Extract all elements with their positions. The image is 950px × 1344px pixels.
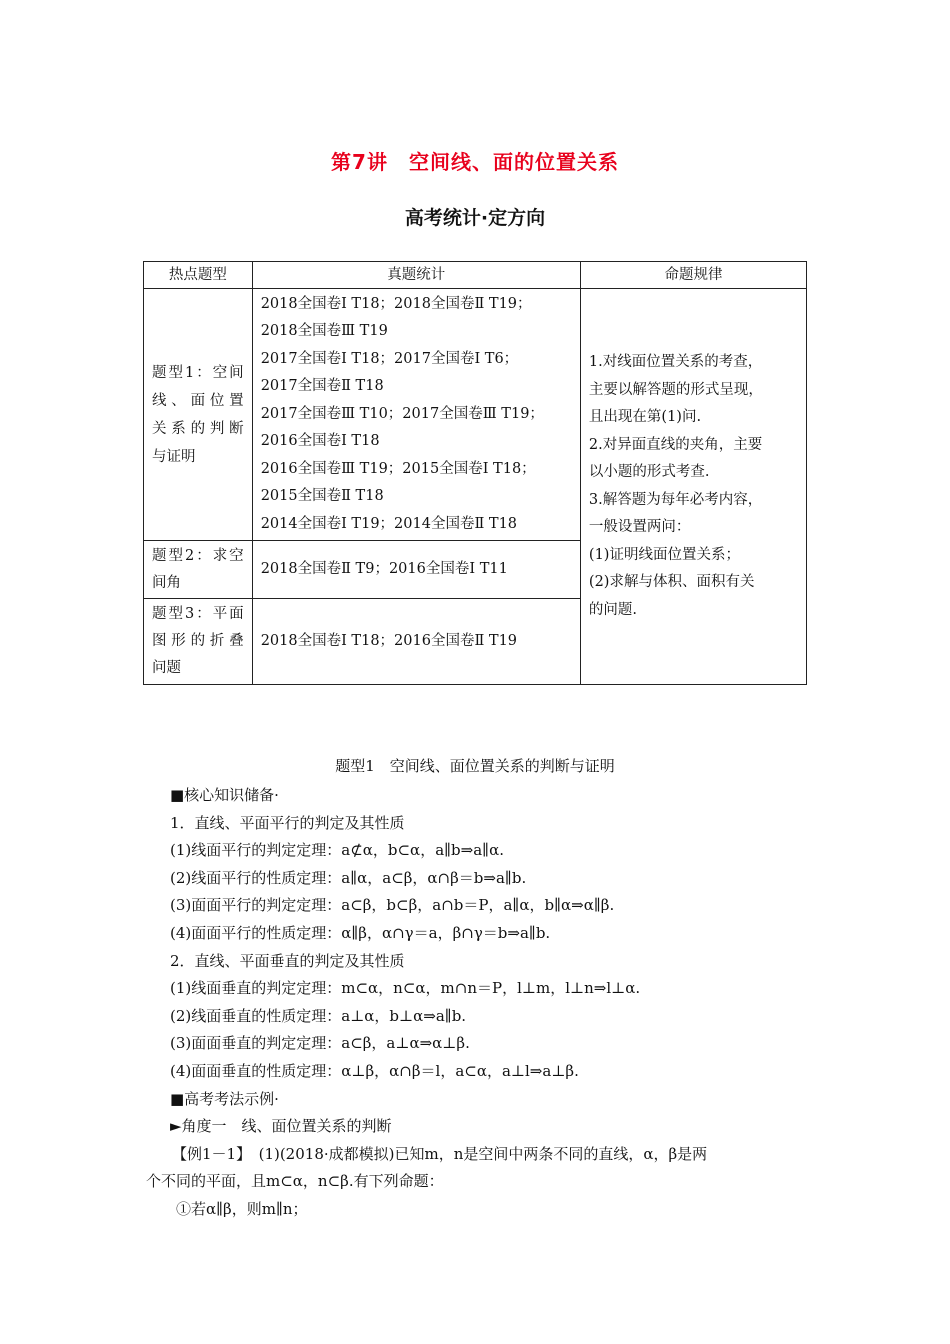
topic-line: 题型3：平面 [152,606,244,622]
theorem-line: (2)线面垂直的性质定理：a⊥α，b⊥α⇒a∥b. [170,1006,467,1025]
content-body [146,782,810,1224]
examples-heading: ■高考考法示例· [170,1089,279,1108]
topic-line: 问题 [152,660,181,676]
text-line: 2．直线、平面垂直的判定及其性质 [170,951,405,970]
stats-cell [252,541,580,599]
stat-line: 2018全国卷Ⅰ T18；2016全国卷Ⅱ T19 [260,632,518,649]
example-line: ①若α∥β，则m∥n； [176,1199,308,1218]
stat-line: 2017全国卷Ⅱ T18 [260,378,384,395]
theorem-line: (2)线面平行的性质定理：a∥α，a⊂β，α∩β＝b⇒a∥b. [170,868,527,887]
header-trend: 命题规律 [580,262,806,289]
trend-line: (2)求解与体积、面积有关 [588,574,755,590]
theorem-line: (3)面面垂直的判定定理：a⊂β，a⊥α⇒α⊥β. [170,1034,470,1053]
header-hot-topic: 热点题型 [144,262,253,289]
trend-cell [580,289,806,685]
topic-cell [144,599,253,685]
stat-line: 2018全国卷Ⅲ T19 [260,323,388,340]
topic-line: 间角 [152,574,181,591]
topic-line: 题型2：求空 [152,547,244,564]
trend-line: 3.解答题为每年必考内容， [588,491,763,508]
stats-cell [252,599,580,685]
header-exam-stats: 真题统计 [252,262,580,289]
knowledge-heading: ■核心知识储备· [170,786,279,804]
topic-line: 题型1：空间 [152,364,244,381]
angle-heading: ►角度一 线、面位置关系的判断 [170,1117,392,1136]
stat-line: 2014全国卷Ⅰ T19；2014全国卷Ⅱ T18 [260,515,518,532]
section-subtitle: 高考统计·定方向 [404,207,546,229]
topic-line: 线、面位置 [152,392,244,409]
stat-line: 2016全国卷Ⅰ T18 [260,433,380,450]
trend-line: 的问题. [588,601,638,618]
topic-line: 与证明 [152,448,196,465]
example-line: 【例1－1】 (1)(2018·成都模拟)已知m，n是空间中两条不同的直线，α，β是两 [172,1144,708,1163]
stat-line: 2017全国卷Ⅲ T10；2017全国卷Ⅲ T19； [260,405,544,422]
topic-cell [144,289,253,541]
theorem-line: (1)线面平行的判定定理：a⊄α，b⊂α，a∥b⇒a∥α. [170,841,505,860]
stat-line: 2016全国卷Ⅲ T19；2015全国卷Ⅰ T18； [260,460,536,477]
exam-statistics-table [143,261,807,685]
stats-cell [252,289,580,541]
theorem-line: (4)面面平行的性质定理：α∥β，α∩γ＝a，β∩γ＝b⇒a∥b. [170,923,551,942]
trend-line: 一般设置两问： [588,519,691,535]
trend-line: 2.对异面直线的夹角，主要 [588,436,763,453]
stat-line: 2015全国卷Ⅱ T18 [260,488,384,505]
trend-line: 以小题的形式考查. [588,464,710,480]
stat-line: 2018全国卷Ⅰ T18；2018全国卷Ⅱ T19； [260,295,532,312]
trend-line: 且出现在第(1)问. [588,409,702,425]
theorem-line: (3)面面平行的判定定理：a⊂β，b⊂β，a∩b＝P，a∥α，b∥α⇒α∥β. [170,896,615,915]
trend-line: (1)证明线面位置关系； [588,546,740,563]
topic-line: 图形的折叠 [152,633,244,649]
stat-line: 2018全国卷Ⅱ T9；2016全国卷Ⅰ T11 [260,560,508,577]
text-line: 1．直线、平面平行的判定及其性质 [170,813,405,832]
section-heading: 题型1 空间线、面位置关系的判断与证明 [335,757,615,775]
table-row [144,289,807,541]
stat-line: 2017全国卷Ⅰ T18；2017全国卷Ⅰ T6； [260,350,519,367]
example-line: 个不同的平面，且m⊂α，n⊂β.有下列命题： [146,1172,444,1191]
table-header-row [144,262,807,289]
theorem-line: (4)面面垂直的性质定理：α⊥β，α∩β＝l，a⊂α，a⊥l⇒a⊥β. [170,1061,579,1080]
trend-line: 主要以解答题的形式呈现， [588,381,763,398]
theorem-line: (1)线面垂直的判定定理：m⊂α，n⊂α，m∩n＝P，l⊥m，l⊥n⇒l⊥α. [170,979,641,998]
lecture-title: 第7讲 空间线、面的位置关系 [331,150,619,174]
topic-line: 关系的判断 [152,420,244,437]
topic-cell [144,541,253,599]
trend-line: 1.对线面位置关系的考查， [588,354,763,370]
